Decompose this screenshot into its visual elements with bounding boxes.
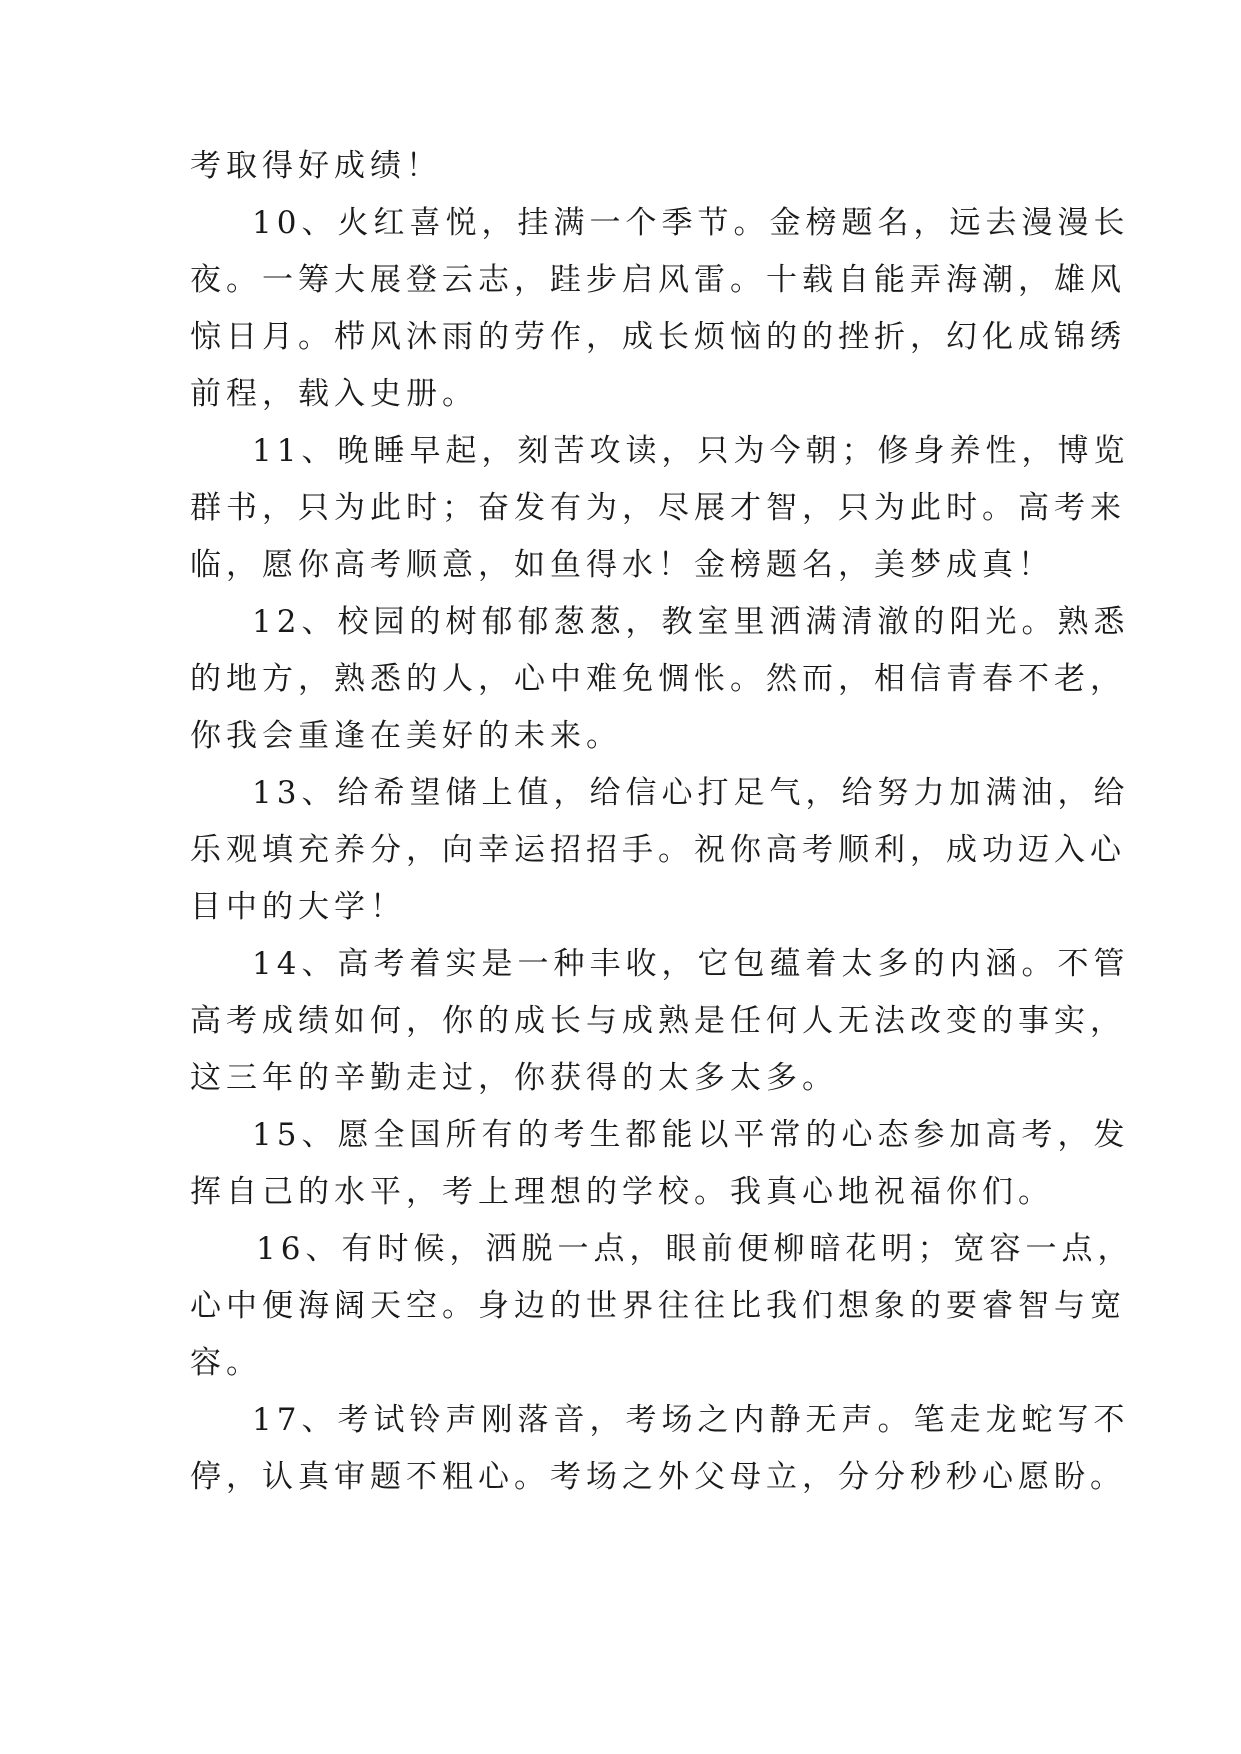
paragraph-14-first-line: 14、高考着实是一种丰收，它包蕴着太多的内涵。不管 <box>252 946 1130 982</box>
paragraph-17-first-line: 17、考试铃声刚落音，考场之内静无声。笔走龙蛇写不 <box>252 1402 1130 1438</box>
text-line: 考取得好成绩！ <box>190 148 442 184</box>
text-line: 临，愿你高考顺意，如鱼得水！金榜题名，美梦成真！ <box>190 547 1054 583</box>
text-line: 高考成绩如何，你的成长与成熟是任何人无法改变的事实， <box>190 1003 1126 1039</box>
text-line: 夜。一筹大展登云志，跬步启风雷。十载自能弄海潮，雄风 <box>190 262 1126 298</box>
text-line: 目中的大学！ <box>190 889 406 925</box>
text-line: 前程，载入史册。 <box>190 376 478 412</box>
text-line: 群书，只为此时；奋发有为，尽展才智，只为此时。高考来 <box>190 490 1126 526</box>
text-line: 惊日月。栉风沐雨的劳作，成长烦恼的的挫折，幻化成锦绣 <box>190 319 1126 355</box>
text-line: 停，认真审题不粗心。考场之外父母立，分分秒秒心愿盼。 <box>190 1459 1126 1495</box>
text-line: 容。 <box>190 1345 262 1381</box>
paragraph-15-first-line: 15、愿全国所有的考生都能以平常的心态参加高考，发 <box>252 1117 1130 1153</box>
text-line: 乐观填充养分，向幸运招招手。祝你高考顺利，成功迈入心 <box>190 832 1126 868</box>
paragraph-11-first-line: 11、晚睡早起，刻苦攻读，只为今朝；修身养性，博览 <box>252 433 1130 469</box>
paragraph-12-first-line: 12、校园的树郁郁葱葱，教室里洒满清澈的阳光。熟悉 <box>252 604 1130 640</box>
text-line: 心中便海阔天空。身边的世界往往比我们想象的要睿智与宽 <box>190 1288 1126 1324</box>
text-line: 挥自己的水平，考上理想的学校。我真心地祝福你们。 <box>190 1174 1054 1210</box>
text-line: 的地方，熟悉的人，心中难免惆怅。然而，相信青春不老， <box>190 661 1126 697</box>
paragraph-10-first-line: 10、火红喜悦，挂满一个季节。金榜题名，远去漫漫长 <box>252 205 1130 241</box>
text-line: 这三年的辛勤走过，你获得的太多太多。 <box>190 1060 838 1096</box>
paragraph-16-first-line: 16、有时候，洒脱一点，眼前便柳暗花明；宽容一点， <box>256 1231 1134 1267</box>
text-line: 你我会重逢在美好的未来。 <box>190 718 622 754</box>
paragraph-13-first-line: 13、给希望储上值，给信心打足气，给努力加满油，给 <box>252 775 1130 811</box>
